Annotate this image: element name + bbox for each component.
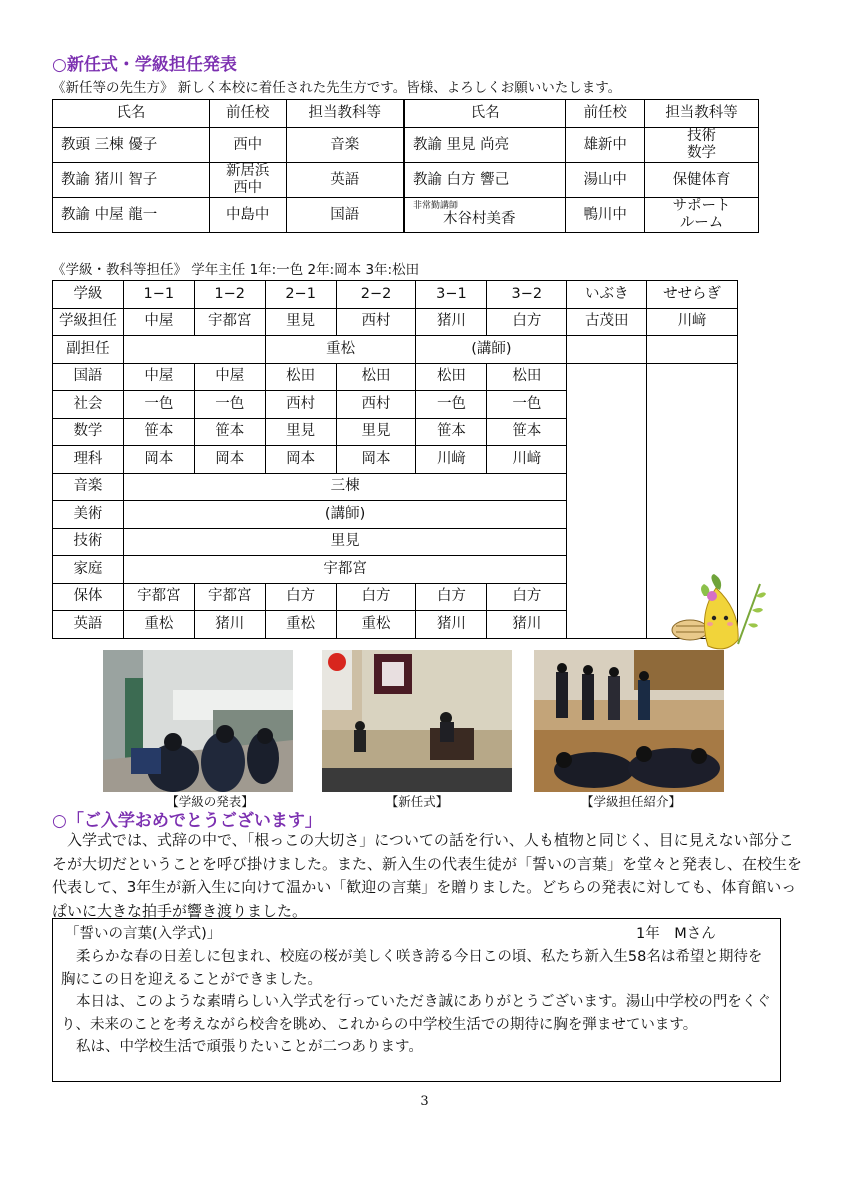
photo-caption: 【学級の発表】 [166, 794, 254, 809]
header-prev-school: 前任校 [209, 100, 286, 128]
teacher-name: 教諭 白方 響己 [404, 163, 566, 198]
cell: 重松 [265, 611, 336, 639]
row-label: 理科 [53, 446, 124, 474]
teacher-subject: 英語 [286, 163, 404, 198]
row-label: 音楽 [53, 473, 124, 501]
cell: 笹本 [123, 418, 194, 446]
cell [123, 336, 265, 364]
photo-caption: 【学級担任紹介】 [580, 794, 681, 809]
cell: 重松 [265, 336, 416, 364]
cell-ibuki-empty [567, 363, 647, 638]
cell: 古茂田 [567, 308, 647, 336]
class-header: 1−1 [123, 281, 194, 309]
cell: 岡本 [336, 446, 416, 474]
class-assignments-intro: 《学級・教科等担任》 学年主任 1年:一色 2年:岡本 3年:松田 [52, 262, 420, 278]
homeroom-teacher-intro-photo [534, 650, 724, 792]
cell: 一色 [194, 391, 265, 419]
row-label: 社会 [53, 391, 124, 419]
cell: 宇都宮 [123, 556, 566, 584]
pledge-title: 「誓いの言葉(入学式)」 [65, 926, 222, 942]
teacher-name: 教諭 中屋 龍一 [53, 198, 210, 233]
cell: 白方 [487, 583, 567, 611]
pledge-paragraph: 私は、中学校生活で頑張りたいことが二つあります。 [76, 1039, 423, 1055]
cell: 松田 [416, 363, 487, 391]
class-assignments-table [52, 280, 738, 639]
section-heading-new-teachers: ○新任式・学級担任発表 [52, 55, 237, 75]
cell: 西村 [336, 308, 416, 336]
section-heading-welcome: ○「ご入学おめでとうございます」 [52, 811, 322, 831]
new-teachers-intro: 《新任等の先生方》 新しく本校に着任された先生方です。皆様、よろしくお願いいたします。 [52, 80, 622, 96]
teacher-subject: 保健体育 [645, 163, 759, 198]
header-subject: 担当教科等 [286, 100, 404, 128]
class-announcement-photo [103, 650, 293, 792]
class-header: 3−2 [487, 281, 567, 309]
teacher-name: 教頭 三棟 優子 [53, 128, 210, 163]
cell: 猪川 [416, 611, 487, 639]
pledge-body [61, 946, 771, 1059]
pledge-paragraph: 柔らかな春の日差しに包まれ、校庭の桜が美しく咲き誇る今日この頃、私たち新入生58名は希望と期待を胸にこの日を迎えることができました。 [61, 949, 763, 988]
cell: 里見 [265, 418, 336, 446]
cell: 笹本 [487, 418, 567, 446]
cell: 白方 [487, 308, 567, 336]
cell: 里見 [336, 418, 416, 446]
cell: 中屋 [123, 308, 194, 336]
pledge-paragraph: 本日は、このような素晴らしい入学式を行っていただき誠にありがとうございます。湯山中学校の門をくぐり、未来のことを考えながら校舎を眺め、これからの中学校生活での期待に胸を弾ませています。 [61, 994, 771, 1033]
header-prev-school: 前任校 [566, 100, 645, 128]
teacher-prev-school: 雄新中 [566, 128, 645, 163]
row-label: 学級担任 [53, 308, 124, 336]
cell: (講師) [123, 501, 566, 529]
cell: 西村 [265, 391, 336, 419]
cell: 岡本 [123, 446, 194, 474]
row-label: 数学 [53, 418, 124, 446]
class-header: 1−2 [194, 281, 265, 309]
class-header: 3−1 [416, 281, 487, 309]
bamboo-shoot-mascot-illustration [668, 574, 768, 654]
teacher-prev-school: 西中 [209, 128, 286, 163]
class-header: 2−2 [336, 281, 416, 309]
cell: 松田 [336, 363, 416, 391]
class-header: いぶき [567, 281, 647, 309]
cell: 三棟 [123, 473, 566, 501]
cell: 宇都宮 [194, 583, 265, 611]
new-teachers-table [52, 99, 759, 233]
class-header: 2−1 [265, 281, 336, 309]
cell: 松田 [265, 363, 336, 391]
header-name: 氏名 [53, 100, 210, 128]
teacher-subject: 国語 [286, 198, 404, 233]
cell: 里見 [265, 308, 336, 336]
cell: 笹本 [194, 418, 265, 446]
cell: 西村 [336, 391, 416, 419]
ceremony-description [52, 829, 802, 923]
cell: 猪川 [487, 611, 567, 639]
pledge-author: 1年 Mさん [636, 926, 716, 942]
teacher-name: 教諭 里見 尚亮 [404, 128, 566, 163]
table-row [53, 281, 738, 309]
teacher-prev-school: 湯山中 [566, 163, 645, 198]
teacher-subject: 音楽 [286, 128, 404, 163]
cell: 白方 [416, 583, 487, 611]
teacher-name-cell [404, 198, 566, 233]
ceremony-paragraph: 入学式では、式辞の中で、「根っこの大切さ」についての話を行い、人も植物と同じく、目に見えない部分こそが大切だということを呼び掛けました。また、新入生の代表生徒が「誓いの言葉」を堂々と発表し、在校生を代表して、3年生が新入生に向けて温かい「歓迎の言葉」を贈りました。どちらの発表に対しても、体育館いっぱいに大きな拍手が響き渡りました。 [52, 831, 803, 920]
cell: 川﨑 [416, 446, 487, 474]
cell: 中屋 [194, 363, 265, 391]
cell: 一色 [416, 391, 487, 419]
class-header: せせらぎ [647, 281, 738, 309]
cell: 岡本 [265, 446, 336, 474]
page-number: 3 [420, 1094, 429, 1109]
cell: 一色 [487, 391, 567, 419]
teacher-name: 教諭 猪川 智子 [53, 163, 210, 198]
cell: 笹本 [416, 418, 487, 446]
table-row [53, 363, 738, 391]
teacher-prev-school: 新居浜 西中 [209, 163, 286, 198]
cell: 重松 [336, 611, 416, 639]
teacher-subject: サポート ルーム [645, 198, 759, 233]
cell: 松田 [487, 363, 567, 391]
part-time-label: 非常勤講師 [412, 201, 458, 212]
cell: 川﨑 [647, 308, 738, 336]
cell: 川﨑 [487, 446, 567, 474]
cell: 白方 [265, 583, 336, 611]
teacher-subject: 技術 数学 [645, 128, 759, 163]
row-label: 英語 [53, 611, 124, 639]
cell: (講師) [416, 336, 567, 364]
table-row [53, 336, 738, 364]
new-teacher-ceremony-photo [322, 650, 512, 792]
cell: 白方 [336, 583, 416, 611]
header-subject: 担当教科等 [645, 100, 759, 128]
teacher-prev-school: 中島中 [209, 198, 286, 233]
cell: 里見 [123, 528, 566, 556]
cell: 猪川 [416, 308, 487, 336]
row-label: 学級 [53, 281, 124, 309]
cell: 一色 [123, 391, 194, 419]
cell: 岡本 [194, 446, 265, 474]
header-name: 氏名 [404, 100, 566, 128]
cell [567, 336, 647, 364]
row-label: 保体 [53, 583, 124, 611]
teacher-name: 木谷村美香 [442, 211, 516, 228]
pledge-speech-box [52, 918, 781, 1082]
cell: 宇都宮 [123, 583, 194, 611]
row-label: 家庭 [53, 556, 124, 584]
cell: 中屋 [123, 363, 194, 391]
photo-caption: 【新任式】 [385, 794, 449, 809]
cell: 猪川 [194, 611, 265, 639]
teacher-prev-school: 鴨川中 [566, 198, 645, 233]
row-label: 国語 [53, 363, 124, 391]
cell [647, 336, 738, 364]
row-label: 美術 [53, 501, 124, 529]
cell: 重松 [123, 611, 194, 639]
row-label: 副担任 [53, 336, 124, 364]
row-label: 技術 [53, 528, 124, 556]
cell: 宇都宮 [194, 308, 265, 336]
table-row [53, 308, 738, 336]
